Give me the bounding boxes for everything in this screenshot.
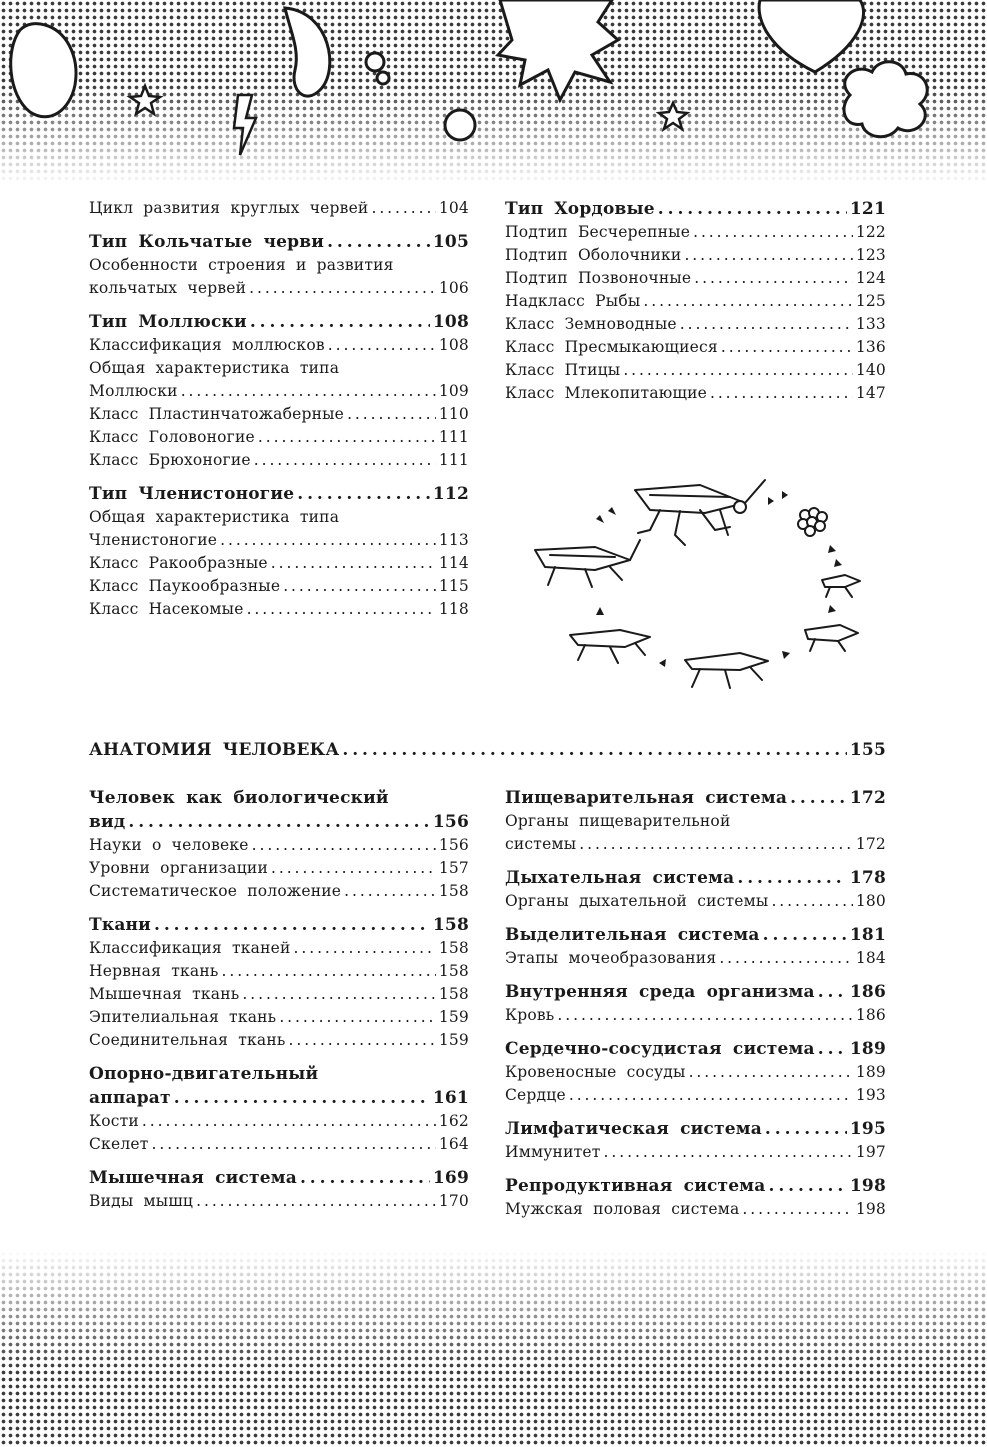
toc-entry[interactable]: Членистоногие . . . 113 (89, 529, 469, 552)
toc-entry[interactable]: Класс Ракообразные . . . 114 (89, 552, 469, 575)
toc-entry-line: Особенности строения и развития (89, 256, 394, 274)
toc-heading[interactable]: Тип Членистоногие . . . 112 (89, 482, 469, 506)
toc-entry[interactable]: Виды мышц . . . 170 (89, 1190, 469, 1213)
section-heading-entry[interactable]: АНАТОМИЯ ЧЕЛОВЕКА . . . 155 (89, 737, 886, 763)
toc-group (505, 197, 886, 405)
toc-entry[interactable]: Надкласс Рыбы . . . 125 (505, 290, 886, 313)
nymph-icon-4 (570, 630, 650, 663)
toc-entry[interactable]: Классификация моллюсков . . . 108 (89, 334, 469, 357)
toc-column-1 (89, 197, 469, 631)
toc-entry[interactable]: Этапы мочеобразования . . . 184 (505, 947, 886, 970)
star-icon-2 (659, 103, 687, 129)
eggs-icon (798, 508, 827, 536)
toc-entry[interactable]: Класс Брюхоногие . . . 111 (89, 449, 469, 472)
toc-heading-line: Опорно-двигательный (89, 1064, 319, 1084)
toc-entry[interactable]: Мужская половая система . . . 198 (505, 1198, 886, 1221)
toc-heading[interactable]: Выделительная система . . . 181 (505, 923, 886, 947)
comic-decorations (0, 0, 987, 185)
toc-group (89, 310, 469, 472)
toc-group (505, 866, 886, 913)
toc-entry[interactable]: Моллюски . . . 109 (89, 380, 469, 403)
toc-entry[interactable]: Иммунитет . . . 197 (505, 1141, 886, 1164)
toc-entry[interactable]: Классификация тканей . . . 158 (89, 937, 469, 960)
toc-heading[interactable]: вид . . . 156 (89, 810, 469, 834)
star-icon (130, 86, 160, 114)
toc-heading[interactable]: Дыхательная система . . . 178 (505, 866, 886, 890)
toc-entry[interactable]: Кости . . . 162 (89, 1110, 469, 1133)
toc-entry[interactable]: Нервная ткань . . . 158 (89, 960, 469, 983)
toc-entry[interactable]: Класс Паукообразные . . . 115 (89, 575, 469, 598)
ring-icon (445, 110, 475, 140)
toc-group (89, 1166, 469, 1213)
toc-group (89, 1062, 469, 1156)
toc-entry[interactable]: Подтип Бесчерепные . . . 122 (505, 221, 886, 244)
toc-heading[interactable]: Сердечно-сосудистая система . . . 189 (505, 1037, 886, 1061)
halftone-bottom-band (0, 1250, 987, 1447)
toc-entry[interactable]: Класс Пресмыкающиеся . . . 136 (505, 336, 886, 359)
toc-group (505, 1174, 886, 1221)
toc-heading[interactable]: аппарат . . . 161 (89, 1086, 469, 1110)
toc-group (505, 1117, 886, 1164)
toc-entry[interactable]: Класс Головоногие . . . 111 (89, 426, 469, 449)
heart-icon (759, 0, 863, 72)
toc-entry[interactable]: Класс Пластинчатожаберные . . . 110 (89, 403, 469, 426)
toc-entry[interactable]: Скелет . . . 164 (89, 1133, 469, 1156)
toc-heading[interactable]: Ткани . . . 158 (89, 913, 469, 937)
toc-entry[interactable]: Класс Земноводные . . . 133 (505, 313, 886, 336)
nymph-icon-2 (805, 625, 858, 651)
lightning-icon (234, 95, 256, 155)
toc-entry[interactable]: Систематическое положение . . . 158 (89, 880, 469, 903)
toc-column-4 (505, 786, 886, 1231)
toc-entry[interactable]: Соединительная ткань . . . 159 (89, 1029, 469, 1052)
toc-heading-line: Человек как биологический (89, 788, 389, 808)
toc-heading[interactable]: Тип Хордовые . . . 121 (505, 197, 886, 221)
drop-bubble-icon (285, 8, 330, 96)
cloud-icon (844, 62, 927, 137)
toc-column-3 (89, 786, 469, 1223)
toc-entry[interactable]: Органы дыхательной системы . . . 180 (505, 890, 886, 913)
grasshopper-life-cycle-icon (500, 455, 880, 700)
toc-entry-line: Органы пищеварительной (505, 812, 731, 830)
toc-heading[interactable]: Внутренняя среда организма . . . 186 (505, 980, 886, 1004)
small-circle-icon-2 (377, 72, 389, 84)
toc-entry[interactable]: Сердце . . . 193 (505, 1084, 886, 1107)
toc-entry[interactable]: кольчатых червей . . . 106 (89, 277, 469, 300)
toc-entry[interactable]: Кровь . . . 186 (505, 1004, 886, 1027)
speech-bubble-icon (11, 24, 76, 117)
toc-heading[interactable]: Пищеварительная система . . . 172 (505, 786, 886, 810)
toc-entry[interactable]: Подтип Оболочники . . . 123 (505, 244, 886, 267)
toc-entry[interactable]: Класс Млекопитающие . . . 147 (505, 382, 886, 405)
toc-group (89, 230, 469, 300)
explosion-bubble-icon (498, 0, 618, 100)
toc-entry-line: Общая характеристика типа (89, 359, 340, 377)
section-heading (89, 737, 886, 763)
nymph-icon (822, 575, 860, 597)
toc-entry[interactable]: Кровеносные сосуды . . . 189 (505, 1061, 886, 1084)
toc-heading[interactable]: Репродуктивная система . . . 198 (505, 1174, 886, 1198)
toc-heading[interactable]: Мышечная система . . . 169 (89, 1166, 469, 1190)
toc-entry[interactable]: Эпителиальная ткань . . . 159 (89, 1006, 469, 1029)
small-circle-icon (366, 53, 384, 71)
toc-entry[interactable]: системы . . . 172 (505, 833, 886, 856)
toc-heading[interactable]: Тип Кольчатые черви . . . 105 (89, 230, 469, 254)
toc-heading[interactable]: Лимфатическая система . . . 195 (505, 1117, 886, 1141)
toc-entry[interactable]: Уровни организации . . . 157 (89, 857, 469, 880)
toc-entry[interactable]: Подтип Позвоночные . . . 124 (505, 267, 886, 290)
adult-grasshopper-icon (635, 480, 765, 545)
nymph-icon-3 (685, 653, 768, 688)
toc-heading[interactable]: Тип Моллюски . . . 108 (89, 310, 469, 334)
toc-column-2 (505, 197, 886, 415)
toc-group (89, 197, 469, 220)
toc-group (505, 786, 886, 856)
toc-group (89, 913, 469, 1052)
toc-group (505, 980, 886, 1027)
toc-group (505, 1037, 886, 1107)
adult-grasshopper-icon-2 (535, 540, 640, 587)
toc-entry[interactable]: Цикл развития круглых червей . . . 104 (89, 197, 469, 220)
toc-group (89, 786, 469, 903)
toc-entry[interactable]: Мышечная ткань . . . 158 (89, 983, 469, 1006)
toc-entry[interactable]: Науки о человеке . . . 156 (89, 834, 469, 857)
toc-group (89, 482, 469, 621)
toc-entry[interactable]: Класс Птицы . . . 140 (505, 359, 886, 382)
toc-entry-line: Общая характеристика типа (89, 508, 340, 526)
toc-group (505, 923, 886, 970)
toc-entry[interactable]: Класс Насекомые . . . 118 (89, 598, 469, 621)
